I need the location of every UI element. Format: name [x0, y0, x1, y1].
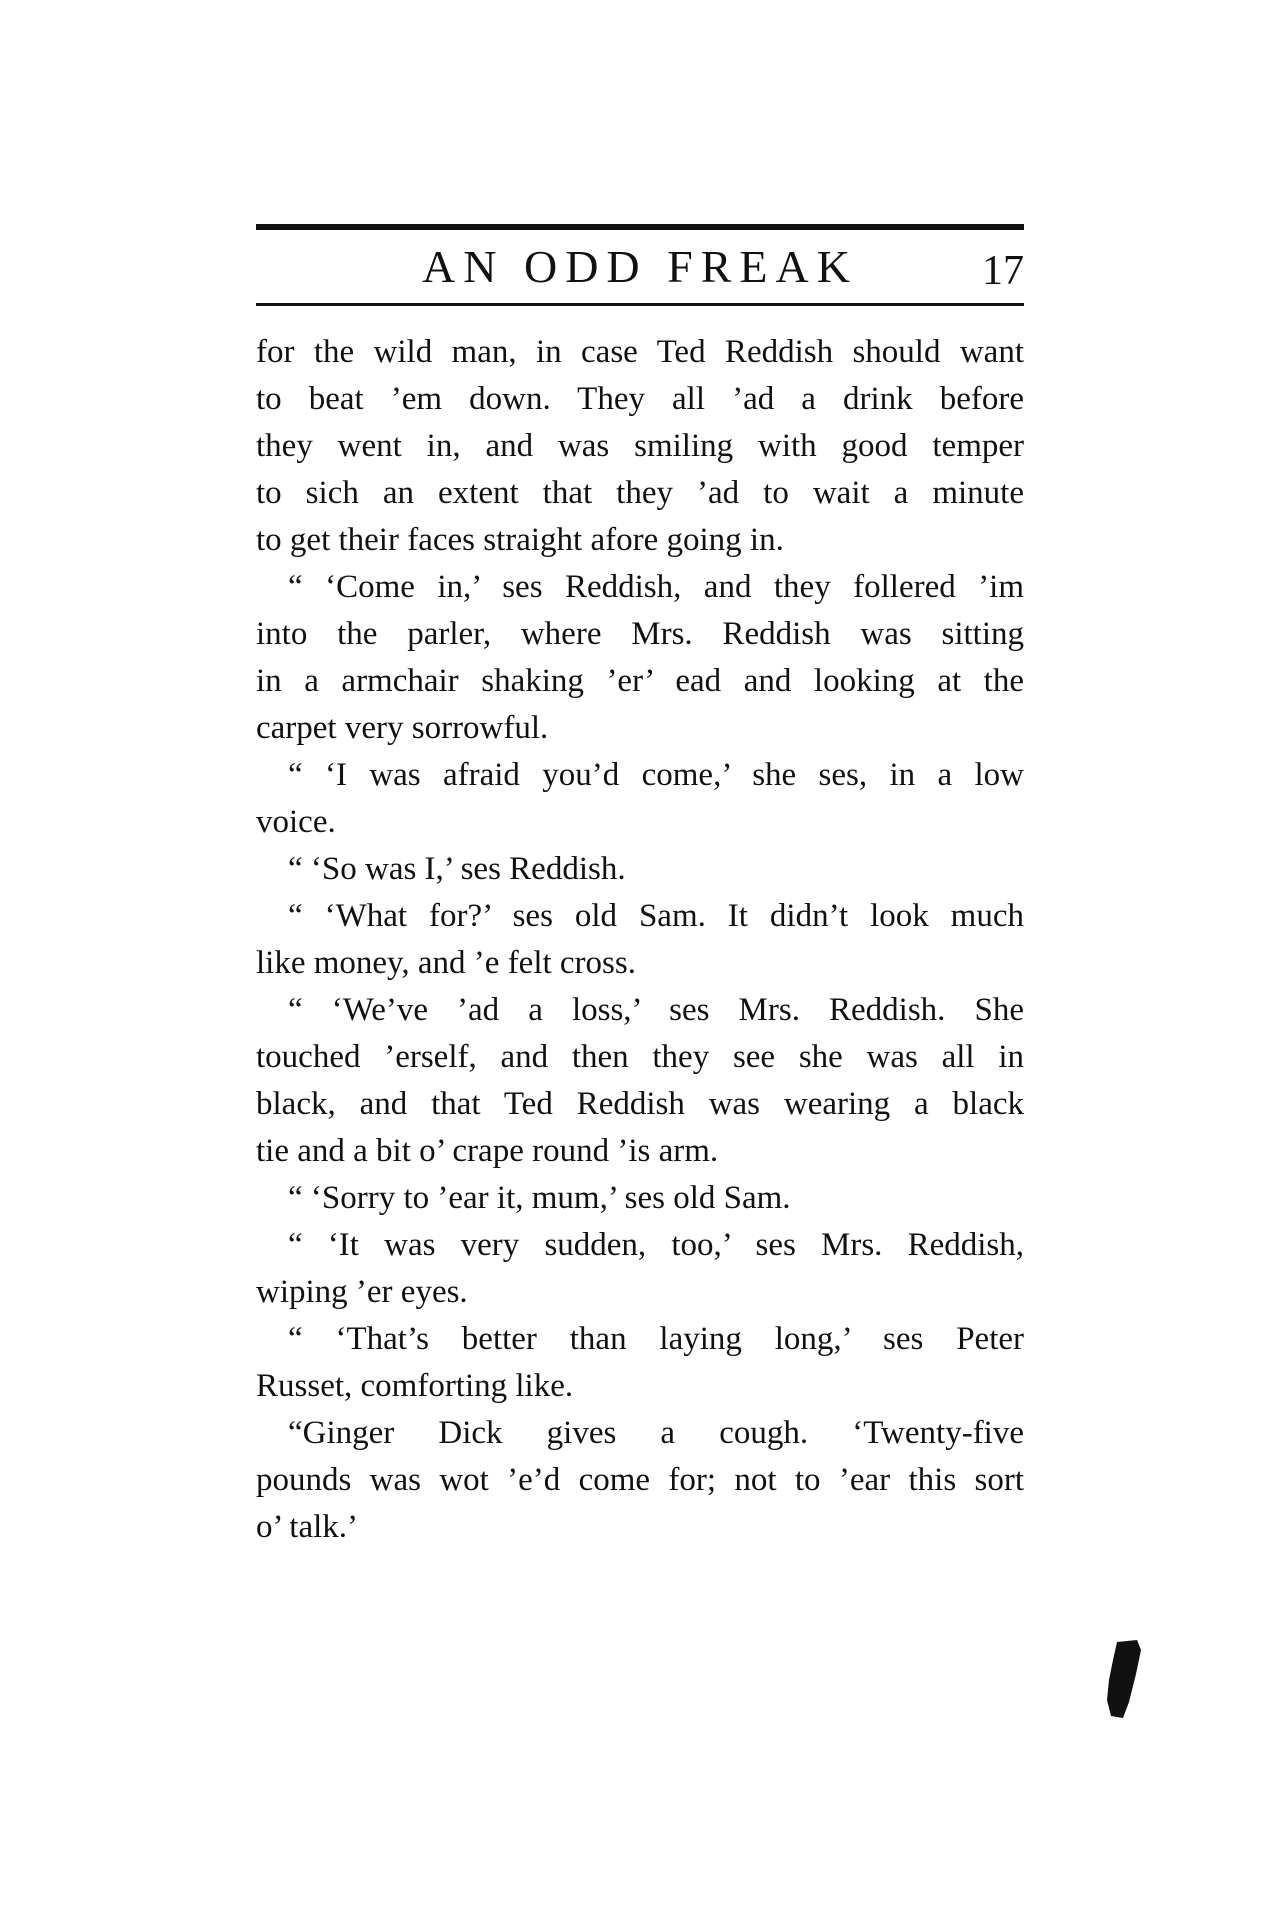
text-line: to beat ’em down. They all ’ad a drink before [256, 381, 1024, 417]
header-bottom-rule [256, 303, 1024, 306]
running-head [256, 236, 1024, 300]
header-top-rule [256, 224, 1024, 230]
text-line: “ ‘That’s better than laying long,’ ses Peter [288, 1321, 1024, 1357]
text-line: “ ‘It was very sudden, too,’ ses Mrs. Reddish, [288, 1227, 1024, 1263]
text-line: “ ‘What for?’ ses old Sam. It didn’t look much [288, 898, 1024, 934]
text-line: carpet very sorrowful. [256, 710, 549, 746]
text-line: touched ’erself, and then they see she was all in [256, 1039, 1024, 1075]
text-line: tie and a bit o’ crape round ’is arm. [256, 1133, 719, 1169]
text-line: black, and that Ted Reddish was wearing a black [256, 1086, 1024, 1122]
text-line: “ ‘Sorry to ’ear it, mum,’ ses old Sam. [288, 1180, 791, 1216]
text-line: pounds was wot ’e’d come for; not to ’ear this sort [256, 1462, 1024, 1498]
text-line: Russet, comforting like. [256, 1368, 574, 1404]
text-line: “ ‘We’ve ’ad a loss,’ ses Mrs. Reddish. She [288, 992, 1024, 1028]
text-line: wiping ’er eyes. [256, 1274, 468, 1310]
text-line: “Ginger Dick gives a cough. ‘Twenty-five [288, 1415, 1024, 1451]
text-line: “ ‘I was afraid you’d come,’ she ses, in a low [288, 757, 1024, 793]
text-line: voice. [256, 804, 336, 840]
text-line: to get their faces straight afore going in. [256, 522, 784, 558]
body-text [256, 329, 1024, 1551]
page-number: 17 [982, 248, 1024, 294]
ink-blot-mark [1103, 1640, 1143, 1720]
text-line: to sich an extent that they ’ad to wait a minute [256, 475, 1024, 511]
running-title: AN ODD FREAK [422, 241, 858, 292]
text-line: in a armchair shaking ’er’ ead and looking at the [256, 663, 1024, 699]
text-line: “ ‘Come in,’ ses Reddish, and they follered ’im [288, 569, 1024, 605]
text-line: like money, and ’e felt cross. [256, 945, 636, 981]
text-line: o’ talk.’ [256, 1509, 359, 1545]
text-line: they went in, and was smiling with good temper [256, 428, 1024, 464]
text-line: into the parler, where Mrs. Reddish was sitting [256, 616, 1024, 652]
text-line: “ ‘So was I,’ ses Reddish. [288, 851, 626, 887]
text-line: for the wild man, in case Ted Reddish should want [256, 334, 1024, 370]
